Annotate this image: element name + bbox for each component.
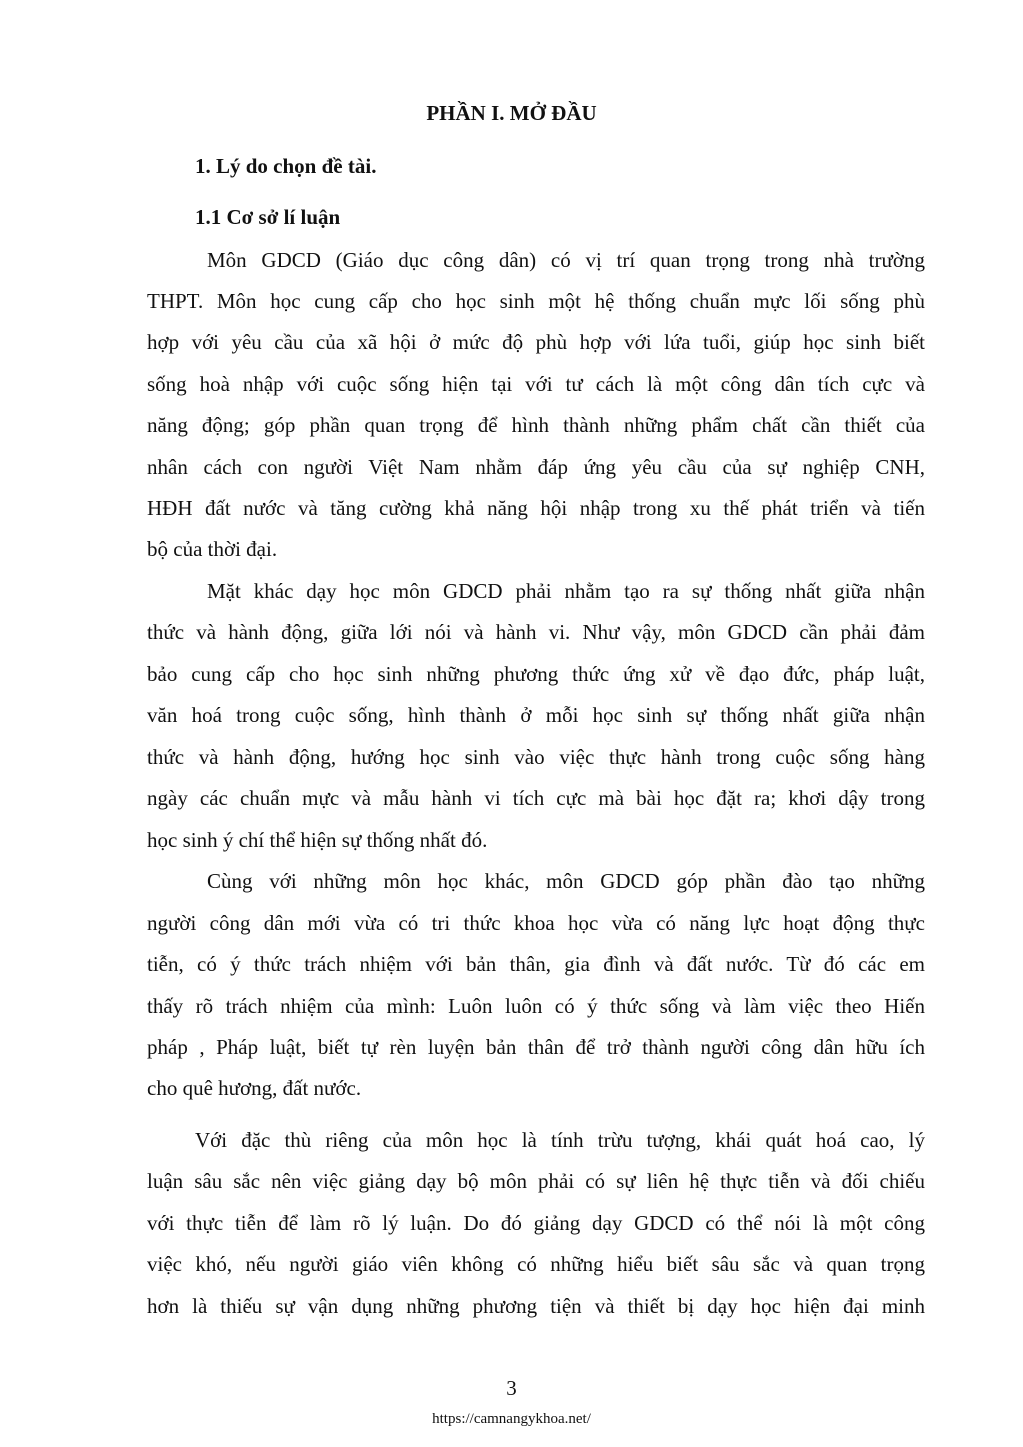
paragraph-line: thức và hành động, giữa lới nói và hành vi. Như vậy, môn GDCD cần phải đảm — [147, 620, 925, 644]
page-number: 3 — [506, 1376, 517, 1400]
paragraph-line: văn hoá trong cuộc sống, hình thành ở mỗi học sinh sự thống nhất giữa nhận — [147, 703, 925, 727]
paragraph-line: cho quê hương, đất nước. — [147, 1076, 362, 1100]
paragraph-line: việc khó, nếu người giáo viên không có những hiểu biết sâu sắc và quan trọng — [147, 1252, 925, 1276]
section-heading: 1. Lý do chọn đề tài. — [195, 154, 377, 178]
footer-url: https://camnangykhoa.net/ — [432, 1411, 591, 1427]
paragraph-line: sống hoà nhập với cuộc sống hiện tại với tư cách là một công dân tích cực và — [147, 372, 925, 396]
paragraph-line: Môn GDCD (Giáo dục công dân) có vị trí quan trọng trong nhà trường — [207, 248, 925, 272]
paragraph-line: thấy rõ trách nhiệm của mình: Luôn luôn có ý thức sống và làm việc theo Hiến — [147, 994, 925, 1018]
paragraph-line: ngày các chuẩn mực và mẫu hành vi tích cực mà bài học đặt ra; khơi dậy trong — [147, 786, 925, 810]
paragraph-line: Cùng với những môn học khác, môn GDCD góp phần đào tạo những — [207, 869, 925, 893]
paragraph-line: Với đặc thù riêng của môn học là tính trừu tượng, khái quát hoá cao, lý — [195, 1128, 925, 1152]
paragraph-line: thức và hành động, hướng học sinh vào việc thực hành trong cuộc sống hàng — [147, 745, 925, 769]
paragraph-line: THPT. Môn học cung cấp cho học sinh một hệ thống chuẩn mực lối sống phù — [147, 289, 925, 313]
paragraph-line: với thực tiễn để làm rõ lý luận. Do đó giảng dạy GDCD có thể nói là một công — [147, 1211, 925, 1235]
paragraph-line: học sinh ý chí thể hiện sự thống nhất đó. — [147, 828, 488, 852]
paragraph-line: bộ của thời đại. — [147, 537, 278, 561]
paragraph-line: Mặt khác dạy học môn GDCD phải nhằm tạo ra sự thống nhất giữa nhận — [207, 579, 925, 603]
paragraph-line: người công dân mới vừa có tri thức khoa học vừa có năng lực hoạt động thực — [147, 911, 925, 935]
paragraph-line: năng động; góp phần quan trọng để hình thành những phẩm chất cần thiết của — [147, 413, 925, 437]
paragraph-line: pháp , Pháp luật, biết tự rèn luyện bản thân để trở thành người công dân hữu ích — [147, 1035, 925, 1059]
part-title: PHẦN I. MỞ ĐẦU — [426, 101, 597, 125]
paragraph-line: nhân cách con người Việt Nam nhằm đáp ứng yêu cầu của sự nghiệp CNH, — [147, 455, 925, 479]
subsection-heading: 1.1 Cơ sở lí luận — [195, 205, 341, 229]
paragraph-line: tiễn, có ý thức trách nhiệm với bản thân, gia đình và đất nước. Từ đó các em — [147, 952, 925, 976]
paragraph-line: bảo cung cấp cho học sinh những phương thức ứng xử về đạo đức, pháp luật, — [147, 662, 925, 686]
paragraph-line: hợp với yêu cầu của xã hội ở mức độ phù hợp với lứa tuổi, giúp học sinh biết — [147, 330, 925, 354]
paragraph-line: HĐH đất nước và tăng cường khả năng hội nhập trong xu thế phát triển và tiến — [147, 496, 925, 520]
paragraph-line: luận sâu sắc nên việc giảng dạy bộ môn phải có sự liên hệ thực tiễn và đối chiếu — [147, 1169, 925, 1193]
paragraph-line: hơn là thiếu sự vận dụng những phương tiện và thiết bị dạy học hiện đại minh — [147, 1294, 925, 1318]
